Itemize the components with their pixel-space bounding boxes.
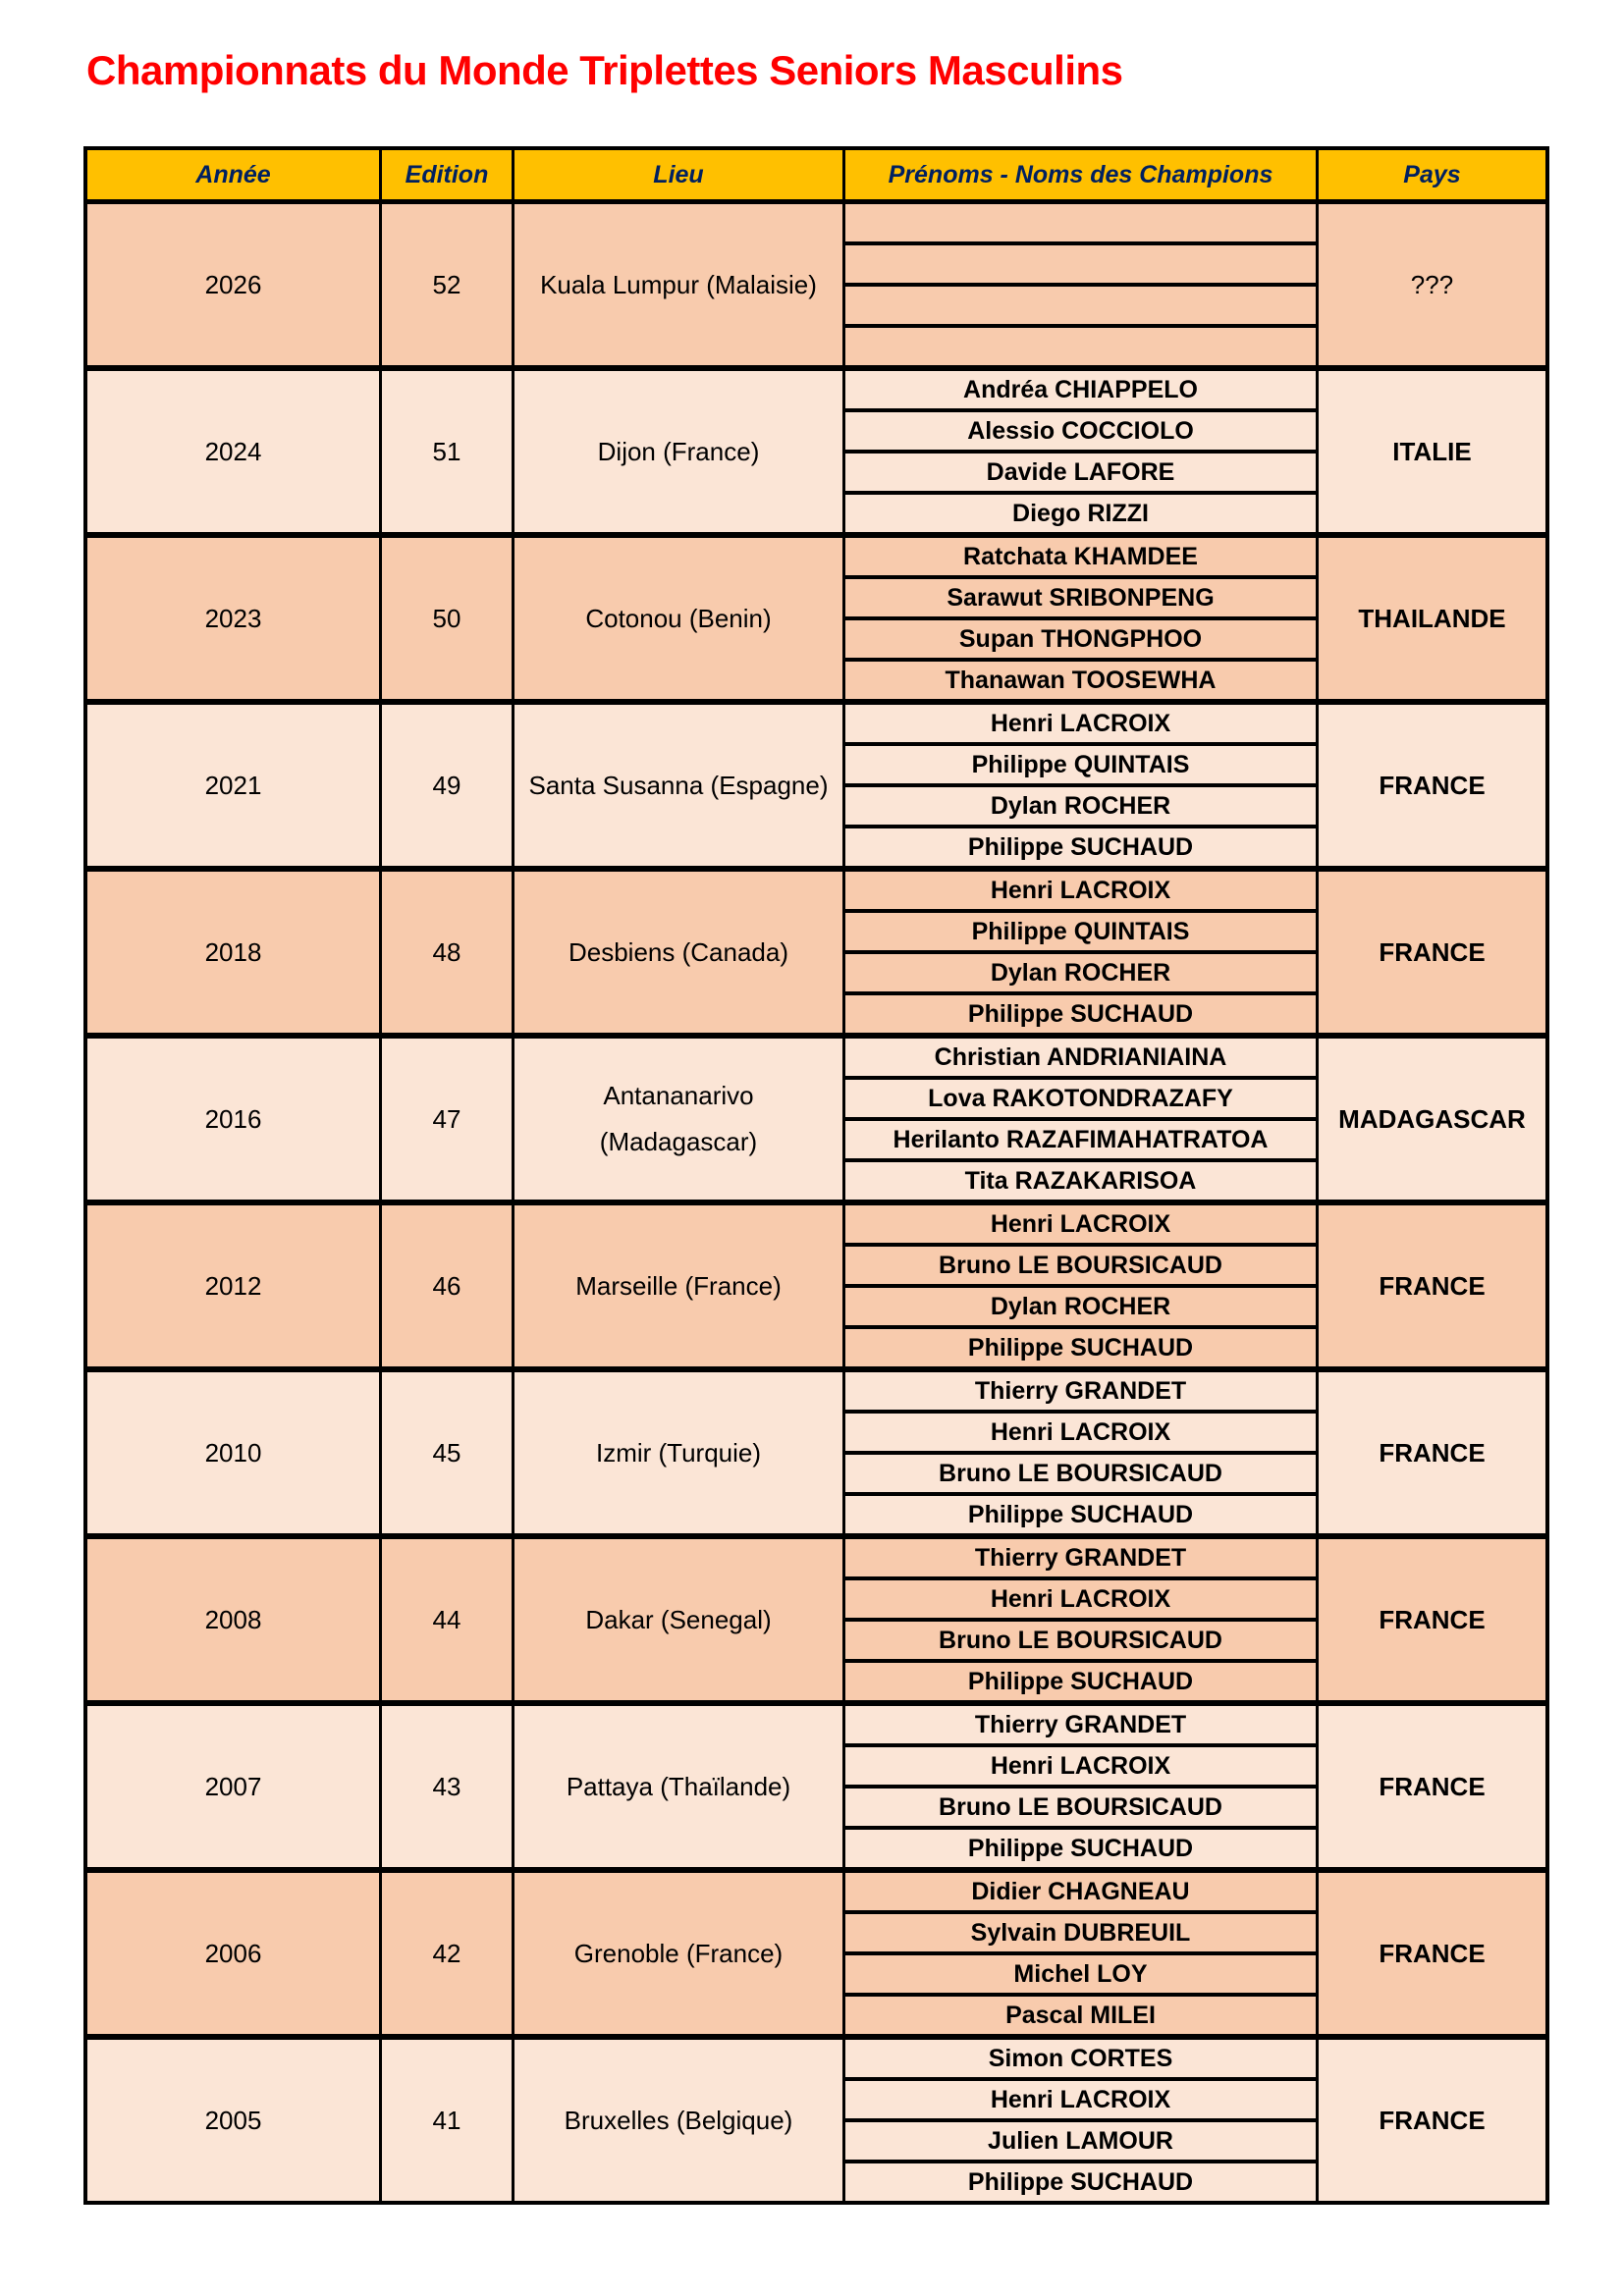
champion-name [845, 328, 1316, 365]
location-cell: Bruxelles (Belgique) [514, 2040, 845, 2201]
champion-name: Sarawut SRIBONPENG [845, 579, 1316, 620]
year-block-2012 [87, 1205, 1545, 1372]
year-block-2024 [87, 371, 1545, 538]
edition-cell: 45 [382, 1372, 514, 1533]
champion-name: Thierry GRANDET [845, 1706, 1316, 1747]
year-block-2006 [87, 1873, 1545, 2040]
champions-cell [845, 1539, 1319, 1700]
column-header-lieu: Lieu [514, 150, 845, 199]
location-cell: Izmir (Turquie) [514, 1372, 845, 1533]
champion-name: Henri LACROIX [845, 1414, 1316, 1455]
champions-cell [845, 705, 1319, 866]
page-title: Championnats du Monde Triplettes Seniors Masculins [86, 47, 1123, 93]
country-cell: ITALIE [1392, 436, 1472, 466]
country-cell: THAILANDE [1358, 603, 1506, 633]
country-cell: FRANCE [1379, 1771, 1486, 1801]
edition-cell: 51 [382, 371, 514, 532]
edition-cell: 43 [382, 1706, 514, 1867]
champion-name: Henri LACROIX [845, 705, 1316, 746]
column-header-annee: Année [87, 150, 382, 199]
champion-name: Thierry GRANDET [845, 1539, 1316, 1580]
champion-name: Philippe SUCHAUD [967, 1500, 1194, 1528]
champion-name: Julien LAMOUR [845, 2122, 1316, 2163]
champion-name: Philippe SUCHAUD [967, 1834, 1194, 1862]
champion-name: Thanawan TOOSEWHA [945, 666, 1217, 694]
year-cell: 2026 [87, 204, 382, 365]
location-cell: Marseille (France) [514, 1205, 845, 1366]
year-block-2016 [87, 1039, 1545, 1205]
location-cell: Dakar (Senegal) [514, 1539, 845, 1700]
country-cell: FRANCE [1379, 1938, 1486, 1968]
champion-name: Bruno LE BOURSICAUD [845, 1455, 1316, 1496]
champion-name: Henri LACROIX [845, 872, 1316, 913]
location-cell: Kuala Lumpur (Malaisie) [514, 204, 845, 365]
year-cell: 2010 [87, 1372, 382, 1533]
edition-cell: 42 [382, 1873, 514, 2034]
champion-name: Bruno LE BOURSICAUD [845, 1789, 1316, 1830]
champion-name: Lova RAKOTONDRAZAFY [845, 1080, 1316, 1121]
year-cell: 2007 [87, 1706, 382, 1867]
year-cell: 2008 [87, 1539, 382, 1700]
champion-name: Sylvain DUBREUIL [845, 1914, 1316, 1955]
champion-name: Supan THONGPHOO [845, 620, 1316, 662]
champion-name: Davide LAFORE [845, 454, 1316, 495]
year-block-2008 [87, 1539, 1545, 1706]
champion-name: Philippe QUINTAIS [845, 913, 1316, 954]
champions-cell [845, 1205, 1319, 1366]
champions-cell [845, 538, 1319, 699]
location-cell: Cotonou (Benin) [514, 538, 845, 699]
champion-name: Alessio COCCIOLO [845, 412, 1316, 454]
champion-name: Andréa CHIAPPELO [845, 371, 1316, 412]
year-cell: 2006 [87, 1873, 382, 2034]
champions-cell [845, 1372, 1319, 1533]
champion-name: Herilanto RAZAFIMAHATRATOA [845, 1121, 1316, 1162]
champion-name: Didier CHAGNEAU [845, 1873, 1316, 1914]
location-cell: Pattaya (Thaïlande) [514, 1706, 845, 1867]
table-header-row [87, 150, 1545, 204]
champion-name: Henri LACROIX [845, 2081, 1316, 2122]
year-cell: 2016 [87, 1039, 382, 1200]
country-cell: FRANCE [1379, 1270, 1486, 1301]
year-block-2005 [87, 2040, 1545, 2201]
year-cell: 2005 [87, 2040, 382, 2201]
country-cell: FRANCE [1379, 770, 1486, 800]
champion-name: Dylan ROCHER [845, 787, 1316, 828]
champion-name [845, 287, 1316, 328]
column-header-pays: Pays [1403, 160, 1461, 188]
champion-name: Tita RAZAKARISOA [964, 1166, 1197, 1195]
champion-name: Dylan ROCHER [845, 1288, 1316, 1329]
year-block-2023 [87, 538, 1545, 705]
champion-name: Pascal MILEI [1005, 2001, 1156, 2029]
year-block-2007 [87, 1706, 1545, 1873]
champion-name: Henri LACROIX [845, 1747, 1316, 1789]
edition-cell: 52 [382, 204, 514, 365]
champion-name: Christian ANDRIANIAINA [845, 1039, 1316, 1080]
champion-name [845, 204, 1316, 245]
year-block-2026 [87, 204, 1545, 371]
champion-name: Henri LACROIX [845, 1205, 1316, 1247]
edition-cell: 41 [382, 2040, 514, 2201]
champions-cell [845, 204, 1319, 365]
year-cell: 2024 [87, 371, 382, 532]
champions-cell [845, 1706, 1319, 1867]
champion-name: Dylan ROCHER [845, 954, 1316, 995]
champion-name: Ratchata KHAMDEE [845, 538, 1316, 579]
year-cell: 2012 [87, 1205, 382, 1366]
champion-name: Philippe SUCHAUD [967, 2167, 1194, 2196]
champion-name: Philippe SUCHAUD [967, 1667, 1194, 1695]
champions-cell [845, 1039, 1319, 1200]
edition-cell: 49 [382, 705, 514, 866]
year-cell: 2023 [87, 538, 382, 699]
table-body [87, 204, 1545, 2201]
championships-table [83, 146, 1549, 2205]
champions-cell [845, 1873, 1319, 2034]
edition-cell: 48 [382, 872, 514, 1033]
column-header-edition: Edition [382, 150, 514, 199]
year-cell: 2021 [87, 705, 382, 866]
champion-name: Philippe SUCHAUD [967, 832, 1194, 861]
champion-name: Philippe SUCHAUD [967, 1333, 1194, 1362]
country-cell: FRANCE [1379, 2105, 1486, 2135]
edition-cell: 46 [382, 1205, 514, 1366]
champions-cell [845, 371, 1319, 532]
edition-cell: 44 [382, 1539, 514, 1700]
country-cell: FRANCE [1379, 1604, 1486, 1634]
champion-name: Michel LOY [845, 1955, 1316, 1997]
champion-name: Diego RIZZI [1012, 499, 1149, 527]
champion-name: Bruno LE BOURSICAUD [845, 1622, 1316, 1663]
champion-name: Bruno LE BOURSICAUD [845, 1247, 1316, 1288]
champion-name: Simon CORTES [845, 2040, 1316, 2081]
location-cell: Desbiens (Canada) [514, 872, 845, 1033]
champion-name: Henri LACROIX [845, 1580, 1316, 1622]
champion-name [845, 245, 1316, 287]
location-cell: Dijon (France) [514, 371, 845, 532]
country-cell: MADAGASCAR [1338, 1103, 1526, 1134]
location-cell: Antananarivo (Madagascar) [514, 1039, 845, 1200]
year-block-2010 [87, 1372, 1545, 1539]
edition-cell: 50 [382, 538, 514, 699]
country-cell: ??? [1410, 269, 1454, 299]
year-block-2021 [87, 705, 1545, 872]
year-block-2018 [87, 872, 1545, 1039]
column-header-champions: Prénoms - Noms des Champions [845, 150, 1319, 199]
champions-cell [845, 872, 1319, 1033]
edition-cell: 47 [382, 1039, 514, 1200]
champions-cell [845, 2040, 1319, 2201]
champion-name: Philippe QUINTAIS [845, 746, 1316, 787]
year-cell: 2018 [87, 872, 382, 1033]
location-cell: Grenoble (France) [514, 1873, 845, 2034]
champion-name: Philippe SUCHAUD [967, 999, 1194, 1028]
champion-name: Thierry GRANDET [845, 1372, 1316, 1414]
country-cell: FRANCE [1379, 936, 1486, 967]
location-cell: Santa Susanna (Espagne) [514, 705, 845, 866]
country-cell: FRANCE [1379, 1437, 1486, 1468]
